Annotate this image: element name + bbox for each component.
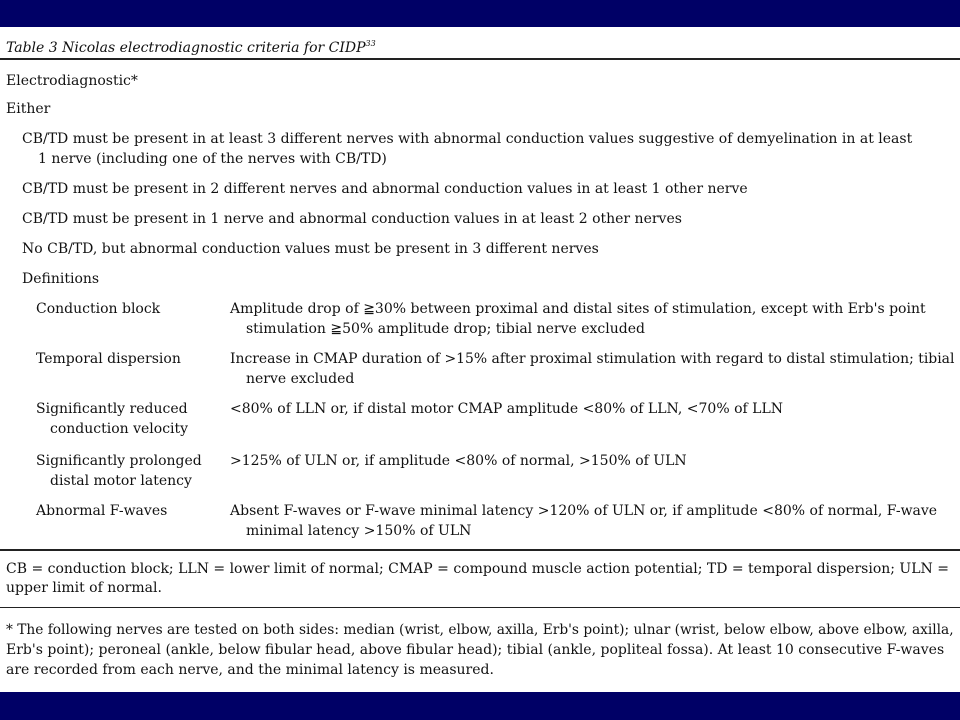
footnote-line-2: Erb's point); peroneal (ankle, below fibular head, above fibular head); tibial (ankle, popliteal fossa). At least 10 consecutive F-waves <box>6 642 945 658</box>
criterion-4: No CB/TD, but abnormal conduction values must be present in 3 different nerves <box>22 241 599 257</box>
definition-text: Amplitude drop of ≧30% between proximal and distal sites of stimulation, except with Erb's point <box>230 301 926 317</box>
abbreviations-line-1: CB = conduction block; LLN = lower limit of normal; CMAP = compound muscle action potential; TD = temporal dispersion; ULN = <box>6 561 949 577</box>
definition-term: Significantly reduced <box>36 401 188 417</box>
definition-term: Conduction block <box>36 301 161 317</box>
bottom-band <box>0 692 960 720</box>
either-label: Either <box>6 101 51 117</box>
definition-term-cont: distal motor latency <box>50 473 192 489</box>
definition-term: Temporal dispersion <box>36 351 181 367</box>
section-heading: Electrodiagnostic* <box>6 73 138 89</box>
definition-text: >125% of ULN or, if amplitude <80% of normal, >150% of ULN <box>230 453 687 469</box>
table-document <box>0 27 960 692</box>
footnote-line-3: are recorded from each nerve, and the minimal latency is measured. <box>6 662 494 678</box>
footnote-line-1: * The following nerves are tested on both sides: median (wrist, elbow, axilla, Erb's point); ulnar (wrist, below elbow, above elbow, axilla, <box>6 622 954 638</box>
definition-text-cont: nerve excluded <box>246 371 355 387</box>
criterion-2: CB/TD must be present in 2 different nerves and abnormal conduction values in at least 1 other nerve <box>22 181 748 197</box>
table-bottom-rule <box>0 549 960 551</box>
definition-text-cont: minimal latency >150% of ULN <box>246 523 472 539</box>
definition-term-cont: conduction velocity <box>50 421 189 437</box>
title-rule <box>0 58 960 60</box>
table-title: Table 3 Nicolas electrodiagnostic criteria for CIDP$^{33}$ <box>6 39 376 56</box>
definition-text: <80% of LLN or, if distal motor CMAP amplitude <80% of LLN, <70% of LLN <box>230 401 783 417</box>
definition-text: Increase in CMAP duration of >15% after proximal stimulation with regard to distal stimulation; tibial <box>230 351 955 367</box>
definition-text: Absent F-waves or F-wave minimal latency >120% of ULN or, if amplitude <80% of normal, F-wave <box>230 503 938 519</box>
definition-text-cont: stimulation ≧50% amplitude drop; tibial nerve excluded <box>246 321 645 337</box>
definition-term: Abnormal F-waves <box>36 503 168 519</box>
footnote-rule <box>0 607 960 608</box>
criterion-1-line-2: 1 nerve (including one of the nerves with CB/TD) <box>38 151 387 167</box>
top-band <box>0 0 960 27</box>
criterion-1-line-1: CB/TD must be present in at least 3 different nerves with abnormal conduction values suggestive of demyelination in at least <box>22 131 913 147</box>
definitions-heading: Definitions <box>22 271 100 287</box>
definition-term: Significantly prolonged <box>36 453 202 469</box>
abbreviations-line-2: upper limit of normal. <box>6 580 162 596</box>
criterion-3: CB/TD must be present in 1 nerve and abnormal conduction values in at least 2 other nerves <box>22 211 682 227</box>
